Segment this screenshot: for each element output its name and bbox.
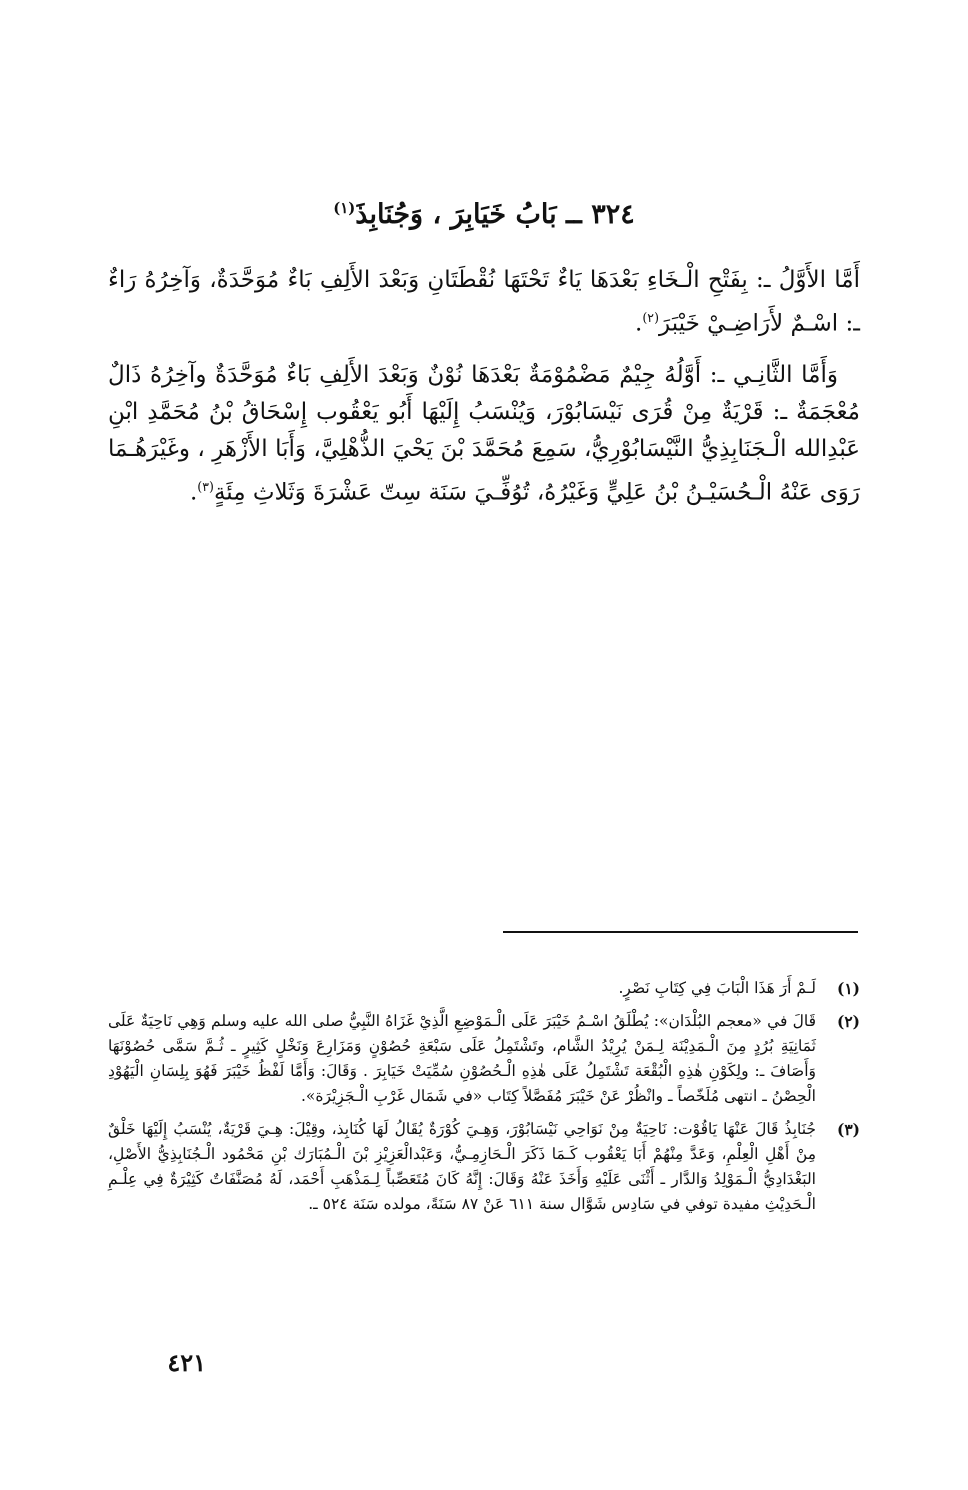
footnote-text: جُنَابِذُ قَالَ عَنْهَا يَاقُوْت: نَاحِيَةٌ مِنْ نَوَاحِي نَيْسَابُوْرَ، وَهِـيَ كُوْرَةٌ يُقَالُ لَهَا كُنَابِذ، وقِيْلَ: هِـيَ قَرْيَةٌ، يُنْسَبُ إِلَيْهَا خَلْقٌ مِنْ أَهْلِ الْعِلْمِ، وَعَدَّ مِنْهُمْ أَبَا يَعْقُوب كَـمَا ذَكَرَ الْـحَازِمِـيُّ، وَعَبْدالْعَزِيْزِ بْنَ الْـمُبَارَك بْنِ مَحْمُود الْـجُنَابِذِيُّ الأَصْلِ، البَغْدَادِيُّ الْـمَوْلِدُ وَالدَّار ـ أَثْنَى عَلَيْهِ وَأَخَذَ عَنْهُ وَقَالَ: إِنَّهُ كَانَ مُتَعَصِّباً لِـمَذْهَبِ أَحْمَد، لَهُ مُصَنَّفَاتٌ كَثِيْرَةٌ فِي عِلْـمِ الْـحَدِيْثِ مفيدة توفي في سَادِس شَوَّال سنة ٦١١ عَنْ ٨٧ سَنَةً، مولده سَنَة ٥٢٤ ـ. (108, 1120, 816, 1213)
page-title (0, 188, 968, 235)
footnote-number: (٢) (836, 1012, 860, 1031)
footnote-text: لَـمْ أَرَ هَذَا الْبَابَ فِي كِتَابِ نَصْرٍ. (618, 979, 816, 997)
footnote-separator (503, 931, 858, 933)
title-text: ٣٢٤ ــ بَابُ خَيَابِرَ ، وَجُنَابِذَ (355, 199, 635, 230)
paragraph-second (108, 357, 860, 512)
footnote-number: (٣) (836, 1120, 860, 1139)
paragraph-second-text: وَأَمَّا الثَّانِـي ـ: أَوَّلُهُ جِيْمٌ مَضْمُوْمَةٌ بَعْدَهَا نُوْنٌ وَبَعْدَ الأَلِفِ بَاءٌ مُوَحَّدَةٌ وآخِرُهُ ذَالٌ مُعْجَمَةٌ ـ: قَرْيَةٌ مِنْ قُرَى نَيْسَابُوْرَ، وَيُنْسَبُ إِلَيْهَا أَبُو يَعْقُوب إِسْحَاقُ بْنُ مُحَمَّدِ ابْنِ عَبْدِالله الْـجَنَابِذِيُّ النَّيْسَابُوْرِيُّ، سَمِعَ مُحَمَّدَ بْنَ يَحْيَ الذُّهْلِيَّ، وَأَبَا الأَزْهَرِ ، وغَيْرَهُـمَا رَوَى عَنْهُ الْـحُسَيْـنُ بْنُ عَلِيٍّ وَغَيْرُهُ، تُوُفِّـيَ سَنَة سِتّ عَشْرَةَ وَثَلاثِ مِئَةٍ (108, 361, 860, 506)
paragraph-first-tail: . (635, 310, 643, 337)
paragraph-second-tail: . (189, 479, 198, 506)
paragraph-first-text: أَمَّا الأَوَّلُ ـ: بِفَتْحِ الْـخَاءِ بَعْدَهَا يَاءٌ تَحْتَهَا نُقْطَتَانِ وَبَعْدَ الأَلِفِ بَاءٌ مُوَحَّدَةٌ، وَآخِرُهُ رَاءٌ ـ: اسْـمٌ لأَرَاضِـيْ خَيْبَرَ (108, 267, 860, 337)
paragraph-second-note-ref: (٣) (197, 478, 214, 494)
main-text (108, 262, 860, 525)
page-number: ٤٢١ (167, 1348, 206, 1377)
footnote-number: (١) (836, 979, 860, 998)
footnote-item (108, 1117, 860, 1217)
footnote-item (108, 1009, 860, 1109)
footnote-item (108, 976, 860, 1001)
paragraph-first (108, 262, 860, 343)
paragraph-first-note-ref: (٢) (642, 310, 660, 325)
footnotes (108, 976, 860, 1225)
title-note-ref: (١) (333, 199, 356, 217)
footnote-text: قَالَ في «معجم البُلْدَان»: يُطْلَقُ اسْـمُ خَيْبَرَ عَلَى الْـمَوْضِعِ الَّذِيْ غَزَاهُ النَّبِيُّ صلى الله عليه وسلم وَهِي نَاحِيَةٌ عَلَى ثَمَانِيَةِ بُرُدٍ مِنَ الْـمَدِيْنَة لِـمَنْ يُرِيْدُ الشَّام، وتَشْتَمِلُ عَلَى سَبْعَةِ حُصُوْنٍ وَمَزَارِعَ وَنَخْلٍ كَثِيرٍ ـ ثُـمَّ سَمَّى حُصُوْنَهَا وَأَصَافَ ـ: ولِكَوْنِ هٰذِهِ الْبُقْعَة تَشْتَمِلُ عَلَى هٰذِهِ الْـحُصُوْنِ سُمِّيَتْ خَيَابِرَ . وَقَالَ: وَأَمَّا لَفْظُ خَيْبَرَ فَهُوَ بِلِسَانِ الْيَهُوْدِ الْحِصْنُ ـ انتهى مُلَخّصاً ـ وانْظُرْ عَنْ خَيْبَرَ مُفَصَّلاً كِتَاب «في شَمَال غَرْبِ الْـجَزِيْرَة». (108, 1012, 816, 1105)
